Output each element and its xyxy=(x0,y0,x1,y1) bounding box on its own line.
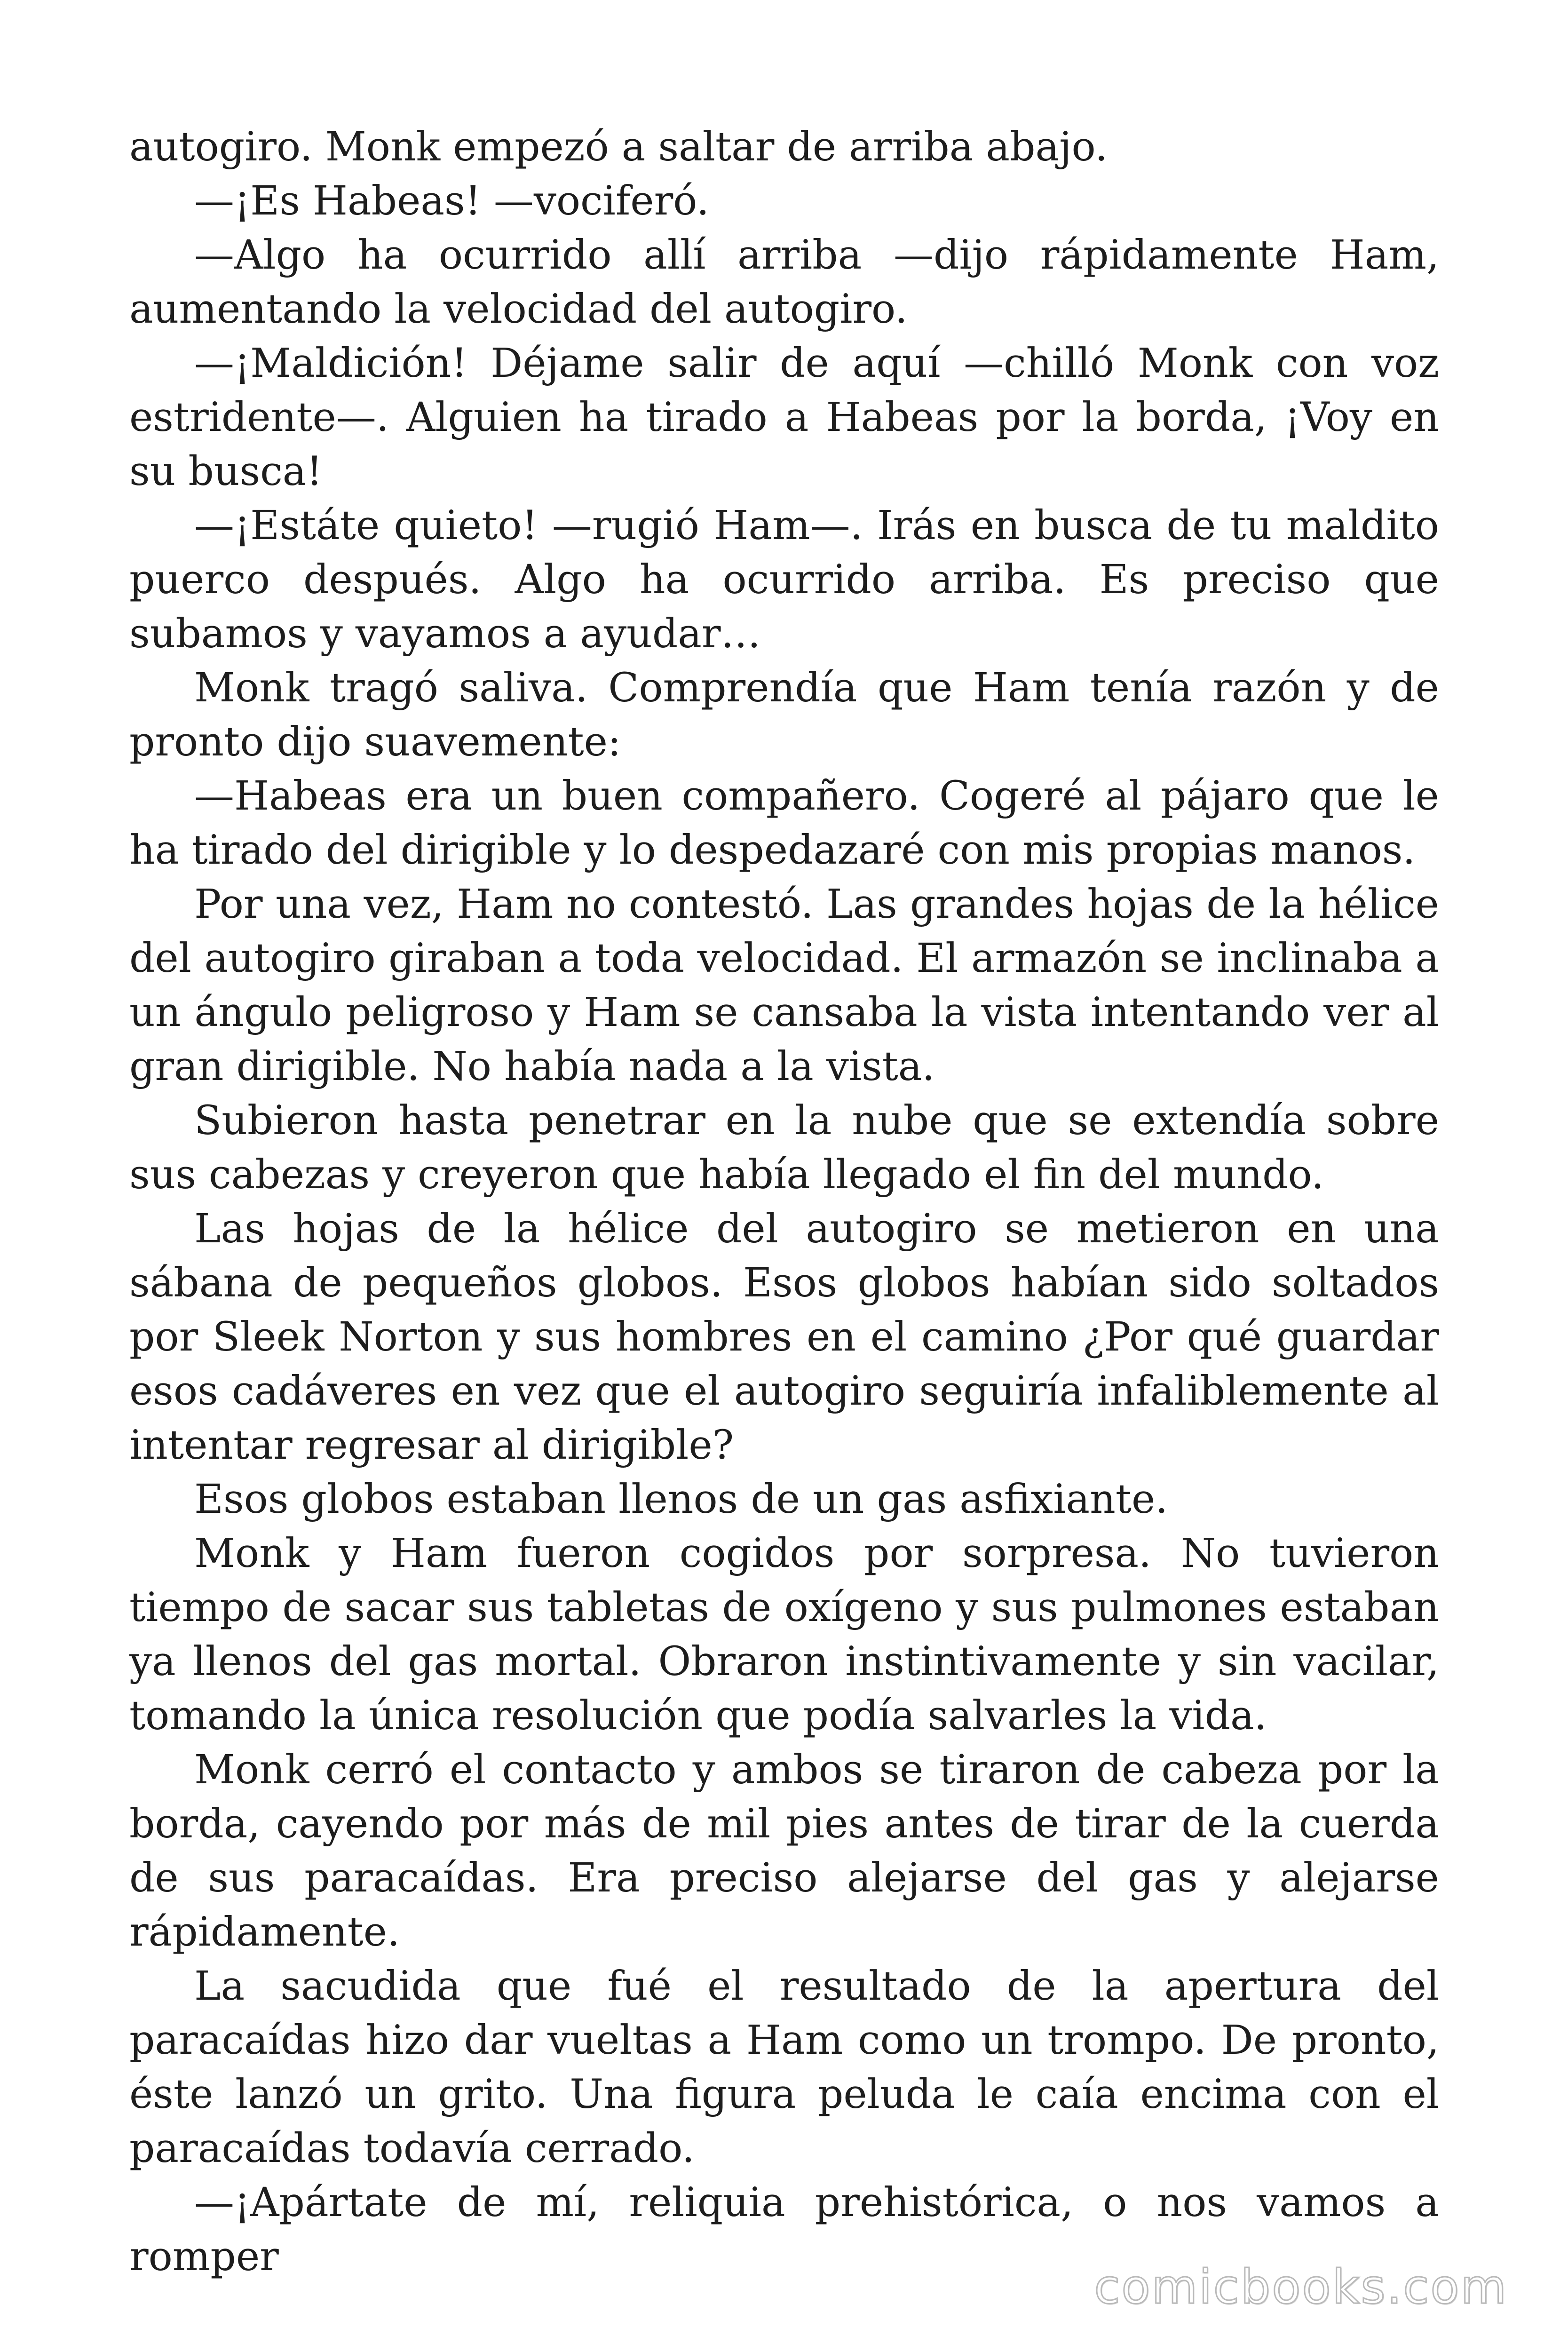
page-text xyxy=(129,120,1439,2284)
paragraph-2: —¡Es Habeas! —vociferó. xyxy=(194,178,709,224)
paragraph-8: Por una vez, Ham no contestó. Las grandes hojas de la hélice del autogiro giraban a toda velocidad. El armazón se inclinaba a un ángulo peligroso y Ham se cansaba la vista intentando ver al gran dirigible. No había nada a la vista. xyxy=(129,881,1439,1090)
paragraph-12: Monk y Ham fueron cogidos por sorpresa. No tuvieron tiempo de sacar sus tabletas de oxígeno y sus pulmones estaban ya llenos del gas mortal. Obraron instintivamente y sin vacilar, tomando la única resolución que podía salvarles la vida. xyxy=(129,1530,1439,1739)
paragraph-3: —Algo ha ocurrido allí arriba —dijo rápidamente Ham, aumentando la velocidad del autogiro. xyxy=(129,232,1439,333)
paragraph-13: Monk cerró el contacto y ambos se tiraron de cabeza por la borda, cayendo por más de mil pies antes de tirar de la cuerda de sus paracaídas. Era preciso alejarse del gas y alejarse rápidamente. xyxy=(129,1747,1439,1955)
watermark: comicbooks.com xyxy=(1094,2259,1508,2314)
paragraph-15: —¡Apártate de mí, reliquia prehistórica, o nos vamos a romper xyxy=(129,2179,1439,2280)
paragraph-1: autogiro. Monk empezó a saltar de arriba abajo. xyxy=(129,124,1108,170)
paragraph-5: —¡Estáte quieto! —rugió Ham—. Irás en busca de tu maldito puerco después. Algo ha ocurrido arriba. Es preciso que subamos y vayamos a ayudar… xyxy=(129,502,1439,657)
paragraph-11: Esos globos estaban llenos de un gas asfixiante. xyxy=(194,1476,1168,1523)
paragraph-14: La sacudida que fué el resultado de la apertura del paracaídas hizo dar vueltas a Ham como un trompo. De pronto, éste lanzó un grito. Una figura peluda le caía encima con el paracaídas todavía cerrado. xyxy=(129,1963,1439,2172)
paragraph-6: Monk tragó saliva. Comprendía que Ham tenía razón y de pronto dijo suavemente: xyxy=(129,665,1439,765)
paragraph-4: —¡Maldición! Déjame salir de aquí —chilló Monk con voz estridente—. Alguien ha tirado a Habeas por la borda, ¡Voy en su busca! xyxy=(129,340,1439,495)
paragraph-7: —Habeas era un buen compañero. Cogeré al pájaro que le ha tirado del dirigible y lo despedazaré con mis propias manos. xyxy=(129,773,1439,874)
paragraph-10: Las hojas de la hélice del autogiro se metieron en una sábana de pequeños globos. Esos globos habían sido soltados por Sleek Norton y sus hombres en el camino ¿Por qué guardar esos cadáveres en vez que el autogiro seguiría infaliblemente al intentar regresar al dirigible? xyxy=(129,1206,1439,1469)
paragraph-9: Subieron hasta penetrar en la nube que se extendía sobre sus cabezas y creyeron que había llegado el fin del mundo. xyxy=(129,1097,1439,1198)
